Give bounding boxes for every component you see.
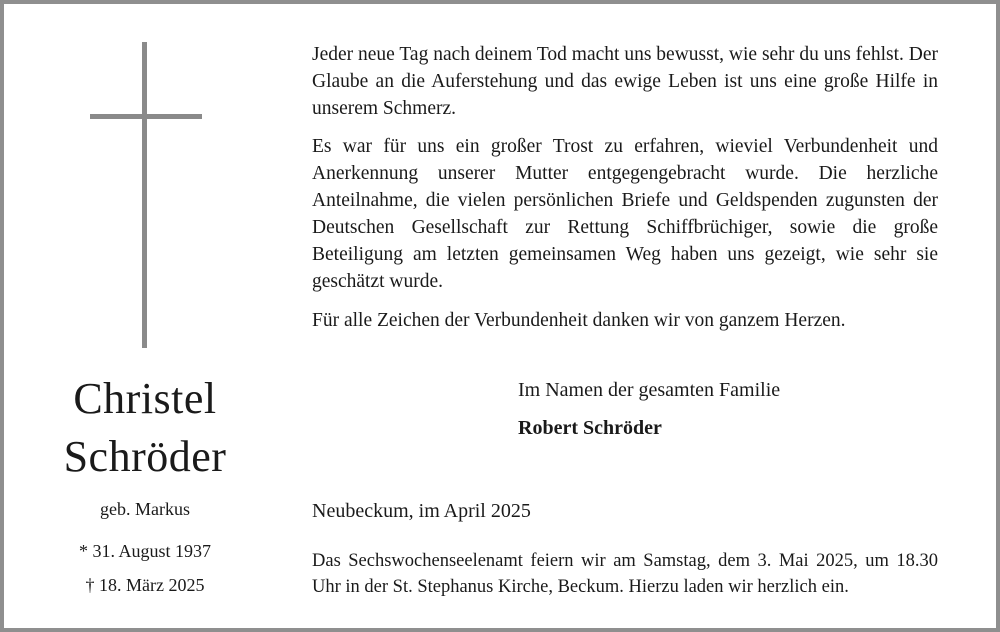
death-date: † 18. März 2025 [85, 575, 205, 595]
cross-vertical-bar [142, 42, 147, 348]
deceased-born-name: geb. Markus [100, 499, 190, 519]
deceased-first-name: Christel [73, 374, 217, 423]
place-date: Neubeckum, im April 2025 [312, 500, 531, 522]
birth-date: * 31. August 1937 [78, 541, 211, 561]
deceased-last-name: Schröder [63, 432, 227, 481]
paragraph-thanks: Es war für uns ein großer Trost zu erfahren, wieviel Verbundenheit und Anerkennung unserer Mutter entgegengebracht wurde. Die herzliche Anteilnahme, die vielen persönlichen Briefe und Geldspenden zugunsten der Deutschen Gesellschaft zur Rettung Schiffbrüchiger, sowie die große Beteiligung am letzten gemeinsamen Weg haben uns gezeigt, wie sehr sie geschätzt wurde. [312, 136, 938, 292]
signature-name: Robert Schröder [518, 417, 662, 439]
paragraph-closing: Für alle Zeichen der Verbundenheit danken wir von ganzem Herzen. [312, 310, 846, 331]
paragraph-faith: Jeder neue Tag nach deinem Tod macht uns bewusst, wie sehr du uns fehlst. Der Glaube an die Auferstehung und das ewige Leben ist uns eine große Hilfe in unserem Schmerz. [312, 44, 938, 119]
cross-horizontal-bar [90, 114, 202, 119]
signature-line: Im Namen der gesamten Familie [518, 379, 781, 401]
service-note: Das Sechswochenseelenamt feiern wir am Samstag, dem 3. Mai 2025, um 18.30 Uhr in der St. Stephanus Kirche, Beckum. Hierzu laden wir herzlich ein. [312, 551, 938, 597]
